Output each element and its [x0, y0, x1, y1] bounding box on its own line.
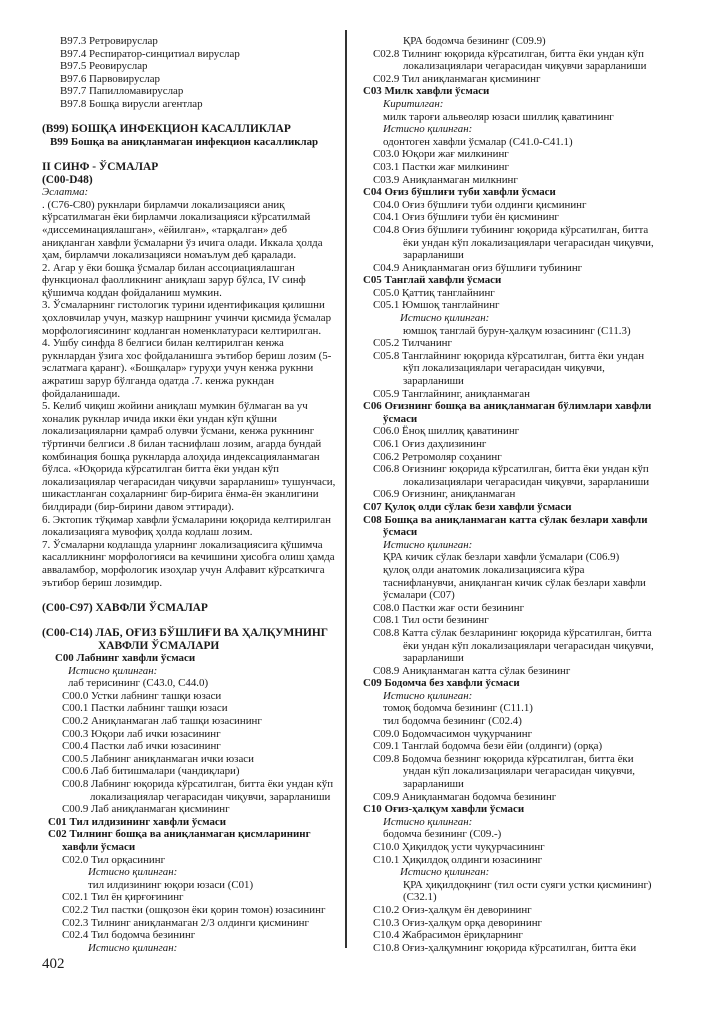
- code-entry: C06.0 Ёноқ шиллиқ қаватининг: [373, 425, 520, 438]
- code-entry-cont: локализациялар чегарасидан чиқувчи, зарарланиши: [90, 790, 331, 803]
- paragraph-line: 4. Ушбу синфда 8 белгиси билан келтирилган кенжа: [42, 337, 284, 350]
- code-entry: C00.3 Юқори лаб ички юзасининг: [62, 727, 221, 740]
- code-entry-cont: локализациялари чегарасидан чиқувчи, зарарланиши: [403, 475, 650, 488]
- code-entry: C08.1 Тил ости безининг: [373, 614, 489, 627]
- exclusion-text: тил бодомча безининг (C02.4): [383, 715, 522, 728]
- section-heading: (C00-C97) ХАВФЛИ ЎСМАЛАР: [42, 601, 208, 614]
- code-entry: C05.9 Танглайнинг, аниқланмаган: [373, 387, 530, 400]
- code-entry: C10.4 Жабрасимон ёриқларнинг: [373, 929, 523, 942]
- code-entry: C00.1 Пастки лабнинг ташқи юзаси: [62, 702, 228, 715]
- exclusion-text: таснифланувчи, аниқланган кичик сўлак безлари хавфли: [383, 576, 646, 589]
- exclusion-text: лаб терисининг (C43.0, C44.0): [68, 677, 209, 690]
- code-entry: C04.9 Аниқланмаган оғиз бўшлиғи тубининг: [373, 261, 583, 274]
- code-entry: C10.3 Оғиз-ҳалқум орқа деворининг: [373, 916, 543, 929]
- list-item: B97.8 Бошқа вирусли агентлар: [60, 97, 203, 110]
- left-column: [40, 35, 340, 954]
- code-entry: C00.8 Лабнинг юқорида кўрсатилган, битта ёки ундан кўп: [62, 778, 334, 791]
- code-entry: C06.9 Оғизнинг, аниқланмаган: [373, 488, 516, 501]
- exclusion-text: томоқ бодомча безининг (C11.1): [383, 702, 533, 715]
- list-item: B97.4 Респиратор-синцитиал вируслар: [60, 47, 240, 60]
- category-heading: C03 Милк хавфли ўсмаси: [363, 85, 490, 98]
- spacer: [40, 614, 340, 627]
- code-entry: C00.0 Устки лабнинг ташқи юзаси: [62, 689, 222, 702]
- paragraph-line: 6. Эктопик тўқимар хавфли ўсмаларини юқорида келтирилган: [42, 513, 331, 526]
- category-heading-cont: ўсмаси: [383, 412, 418, 425]
- code-entry: C00.9 Лаб аниқланмаган қисмининг: [62, 803, 230, 816]
- exclusion-label: Истисно қилинган:: [400, 866, 490, 879]
- section-heading: (C00-D48): [42, 173, 93, 186]
- code-entry: C10.0 Ҳиқилдоқ усти чуқурчасининг: [373, 841, 545, 853]
- paragraph-line: шикастланган соҳаларнинг бир-бирига ёнма-ён эканлигини: [42, 488, 319, 501]
- exclusion-label: Истисно қилинган:: [383, 815, 473, 828]
- paragraph-line: 3. Ўсмаларнинг гистологик турини идентификация қилишни: [42, 299, 325, 312]
- code-entry: C03.0 Юқори жағ милкининг: [373, 148, 509, 161]
- category-heading: C10 Оғиз-ҳалқум хавфли ўсмаси: [363, 803, 525, 816]
- spacer: [40, 148, 340, 161]
- code-entry: C08.9 Аниқланмаган катта сўлак безининг: [373, 664, 571, 677]
- code-entry-cont: ундан кўп локализациялари чегарасидан чиқувчи,: [403, 765, 636, 778]
- section-heading-cont: ХАВФЛИ ЎСМАЛАРИ: [98, 639, 220, 652]
- exclusion-label: Истисно қилинган:: [383, 538, 473, 551]
- exclusion-label: Истисно қилинган:: [68, 664, 158, 677]
- category-heading: C09 Бодомча без хавфли ўсмаси: [363, 677, 520, 690]
- exclusion-label: Истисно қилинган:: [88, 866, 178, 879]
- code-entry: C02.0 Тил орқасининг: [62, 853, 166, 866]
- code-entry: C00.6 Лаб битишмалари (чандиқлари): [62, 765, 240, 778]
- paragraph-line: тўртинчи белгиси .8 билан таснифлаш лозим, агарда бундай: [42, 438, 322, 450]
- right-column: [350, 35, 700, 954]
- code-entry: C04.0 Оғиз бўшлиғи туби олдинги қисмининг: [373, 198, 587, 211]
- list-item: B97.3 Ретровируслар: [60, 35, 158, 47]
- paragraph-line: ҳохловчилар учун, мазкур нашрнинг учинчи қисмида ўсмалар: [42, 312, 332, 325]
- paragraph-line: кўрсатилмаган ёки бирламчи локализацияси кўрсатилмай: [42, 211, 311, 224]
- paragraph-line: ҳам, бирламчи локализацияси номаълум деб қаралади.: [42, 249, 297, 262]
- code-entry: C04.1 Оғиз бўшлиғи туби ён қисмининг: [373, 211, 559, 224]
- category-heading: C02 Тилнинг бошқа ва аниқланмаган қисмларининг: [48, 828, 311, 841]
- code-entry: C02.2 Тил пастки (ошқозон ёки қорин томон) юзасининг: [62, 903, 326, 916]
- code-entry: C09.8 Бодомча безнинг юқорида кўрсатилган, битта ёки: [373, 752, 634, 765]
- paragraph-line: локализациялар чегарасидан чиқувчи зарарланиш» тушунчаси,: [42, 475, 336, 488]
- exclusion-label: Истисно қилинган:: [383, 123, 473, 136]
- category-heading: C08 Бошқа ва аниқланмаган катта сўлак безлари хавфли: [363, 513, 648, 526]
- code-entry-cont: зарарланиши: [403, 375, 464, 388]
- paragraph-line: 7. Ўсмаларни кодлашда уларнинг локализациясига қўшимча: [42, 538, 323, 551]
- code-entry: C09.0 Бодомчасимон чуқурчанинг: [373, 727, 533, 740]
- code-entry: C05.8 Танглайнинг юқорида кўрсатилган, битта ёки ундан: [373, 349, 645, 362]
- section-heading: II СИНФ - ЎСМАЛАР: [42, 160, 159, 173]
- code-entry: C06.1 Оғиз даҳлизининг: [373, 438, 487, 450]
- code-entry: C03.1 Пастки жағ милкининг: [373, 160, 509, 173]
- paragraph-line: хоналик рукнлар ичида икки ёки ундан кўп қўшни: [42, 412, 277, 425]
- paragraph-line: локализацияларни қамраб олувчи ўсмани, кенжа рукннинг: [42, 425, 315, 438]
- code-entry: C02.4 Тил бодомча безининг: [62, 929, 196, 942]
- exclusion-text: милк тароғи альвеоляр юзаси шиллиқ қаватининг: [383, 110, 614, 123]
- exclusion-text: юмшоқ танглай бурун-ҳалқум юзасининг (C11.3): [403, 324, 631, 337]
- category-heading-cont: хавфли ўсмаси: [62, 841, 136, 853]
- section-heading: (B99) БОШҚА ИНФЕКЦИОН КАСАЛЛИКЛАР: [42, 123, 291, 136]
- code-entry: C03.9 Аниқланмаган милкнинг: [373, 173, 518, 186]
- category-heading: C01 Тил илдизининг хавфли ўсмаси: [48, 815, 227, 828]
- list-item: B97.5 Реовируслар: [60, 60, 148, 73]
- paragraph-line: функционал фаолликнинг аниқлаш зарур бўлса, IV синф: [42, 274, 306, 287]
- code-entry: C02.9 Тил аниқланмаган қисмининг: [373, 72, 541, 85]
- category-heading-cont: ўсмаси: [383, 526, 418, 539]
- category-heading: C06 Оғизнинг бошқа ва аниқланмаган бўлимлари хавфли: [363, 400, 652, 413]
- list-item: B97.7 Папилломавируслар: [60, 85, 184, 98]
- column-divider: [345, 30, 347, 948]
- paragraph-line: эътибор бериш лозимдир.: [42, 576, 163, 589]
- code-entry-cont: ёки ундан кўп локализациялари чегарасидан чиқувчи,: [403, 236, 654, 249]
- code-entry: C10.8 Оғиз-ҳалқумнинг юқорида кўрсатилган, битта ёки: [373, 941, 637, 954]
- paragraph-line: билдиради (бир-бирини давом эттиради).: [42, 500, 234, 513]
- code-entry: C05.0 Қаттиқ танглайнинг: [373, 286, 495, 299]
- code-entry-cont: зарарланиши: [403, 652, 464, 665]
- code-entry: C05.1 Юмшоқ танглайнинг: [373, 299, 500, 312]
- code-entry: C05.2 Тилчанинг: [373, 337, 452, 350]
- spacer: [40, 111, 340, 124]
- code-entry: C09.1 Танглай бодомча бези ёйи (олдинги) (орқа): [373, 740, 603, 753]
- code-entry: C08.0 Пастки жағ ости безининг: [373, 601, 525, 614]
- exclusion-text: (C32.1): [403, 891, 437, 904]
- code-entry: C10.1 Ҳиқилдоқ олдинги юзасининг: [373, 853, 543, 866]
- exclusion-text: ҚРА кичик сўлак безлари хавфли ўсмалари (C06.9): [383, 551, 620, 564]
- code-entry: C00.4 Пастки лаб ички юзасининг: [62, 740, 221, 753]
- paragraph-line: қўшимча коддан фойдаланиш мумкин.: [42, 286, 222, 299]
- paragraph-line: касалликнинг морфологияси ва кечишини ҳисобга олиш ҳамда: [42, 551, 335, 564]
- exclusion-label: Истисно қилинган:: [400, 312, 490, 325]
- code-entry: C10.2 Оғиз-ҳалқум ён деворининг: [373, 903, 532, 916]
- code-entry: C04.8 Оғиз бўшлиғи тубининг юқорида кўрсатилган, битта: [373, 223, 649, 236]
- exclusion-label: Истисно қилинган:: [88, 941, 178, 954]
- exclusion-text: бодомча безининг (C09.-): [383, 828, 502, 841]
- subsection-heading: B99 Бошқа ва аниқланмаган инфекцион касалликлар: [50, 135, 319, 148]
- paragraph-line: «диссеминациялашган», «ёйилган», «тарқалган» деб: [42, 223, 288, 236]
- code-entry: C06.8 Оғизнинг юқорида кўрсатилган, битта ёки ундан кўп: [373, 463, 649, 476]
- code-entry-cont: зарарланиши: [403, 778, 464, 791]
- code-entry: C00.2 Аниқланмаган лаб ташқи юзасининг: [62, 715, 262, 728]
- exclusion-label: Истисно қилинган:: [383, 689, 473, 702]
- section-heading: (C00-C14) ЛАБ, ОҒИЗ БЎШЛИҒИ ВА ҲАЛҚУМНИНГ: [42, 626, 329, 639]
- spacer: [40, 589, 340, 602]
- category-heading: C04 Оғиз бўшлиғи туби хавфли ўсмаси: [363, 186, 556, 199]
- code-entry-cont: локализациялари чегарасидан чиқувчи зарарланиши: [403, 60, 647, 73]
- exclusion-text: ҚРА бодомча безининг (C09.9): [403, 35, 546, 47]
- paragraph-line: рукнлардан ўзига хос фойдаланишга эътибор бериш лозим (5-: [42, 349, 332, 362]
- exclusion-text: ўсмалари (C07): [383, 589, 455, 602]
- code-entry-cont: зарарланиши: [403, 249, 464, 262]
- paragraph-line: 2. Агар у ёки бошқа ўсмалар билан ассоциациялашган: [42, 261, 295, 274]
- paragraph-line: бўлса. «Юқорида кўрсатилган битта ёки ундан кўп: [42, 463, 280, 476]
- exclusion-text: одонтоген хавфли ўсмалар (C41.0-C41.1): [383, 135, 573, 148]
- paragraph-line: фойдаланишади.: [42, 387, 121, 400]
- paragraph-line: авваламбор, морфологик изоҳлар учун Алфавит кўрсаткичга: [42, 563, 325, 576]
- list-item: B97.6 Парвовируслар: [60, 72, 160, 85]
- code-entry: C02.8 Тилнинг юқорида кўрсатилган, битта ёки ундан кўп: [373, 47, 644, 60]
- code-entry: C09.9 Аниқланмаган бодомча безининг: [373, 790, 557, 803]
- paragraph-line: комбинация бошқа рукнларда алоҳида индексацияланмаган: [42, 450, 320, 463]
- code-entry: C06.2 Ретромоляр соҳанинг: [373, 450, 502, 463]
- exclusion-text: қулоқ олди анатомик локализациясига кўра: [383, 563, 585, 576]
- paragraph-line: аниқланган хавфли ўсмаларни ўз ичига олади. Иккала ҳолда: [42, 236, 323, 249]
- paragraph-line: ажратиш зарур бўлганда одатда .7. кенжа рукндан: [42, 375, 275, 388]
- exclusion-label: Киритилган:: [383, 97, 444, 110]
- code-entry: C00.5 Лабнинг аниқланмаган ички юзаси: [62, 752, 254, 765]
- paragraph-line: локализацияга мувофиқ ҳолда кодлаш лозим.: [42, 526, 253, 539]
- code-entry: C02.1 Тил ён қирғоғининг: [62, 891, 184, 904]
- paragraph-line: 5. Келиб чиқиш жойини аниқлаш мумкин бўлмаган ва уч: [42, 400, 308, 413]
- code-entry-cont: кўп локализациялари чегарасидан чиқувчи,: [403, 362, 605, 375]
- category-heading: C05 Танглай хавфли ўсмаси: [363, 274, 502, 287]
- category-heading: C00 Лабнинг хавфли ўсмаси: [55, 652, 196, 665]
- category-heading: C07 Қулоқ олди сўлак бези хавфли ўсмаси: [363, 500, 572, 513]
- exclusion-text: ҚРА ҳиқилдоқнинг (тил ости суяги устки қисмининг): [403, 878, 652, 891]
- page-number: 402: [42, 956, 65, 972]
- paragraph-line: морфологиясининг кодланган номенклатураси келтирилган.: [42, 324, 322, 337]
- note-label: Эслатма:: [42, 186, 89, 199]
- paragraph-line: эслатмага қаранг). «Бошқалар» гуруҳи учун кенжа рукнни: [42, 362, 314, 375]
- code-entry: C02.3 Тилнинг аниқланмаган 2/3 олдинги қисмининг: [62, 916, 309, 929]
- exclusion-text: тил илдизининг юқори юзаси (C01): [88, 878, 254, 891]
- paragraph-line: . (C76-C80) рукнлари бирламчи локализацияси аниқ: [42, 198, 285, 211]
- code-entry-cont: ёки ундан кўп локализациялари чегарасидан чиқувчи,: [403, 639, 654, 652]
- code-entry: C08.8 Катта сўлак безларининг юқорида кўрсатилган, битта: [373, 626, 652, 639]
